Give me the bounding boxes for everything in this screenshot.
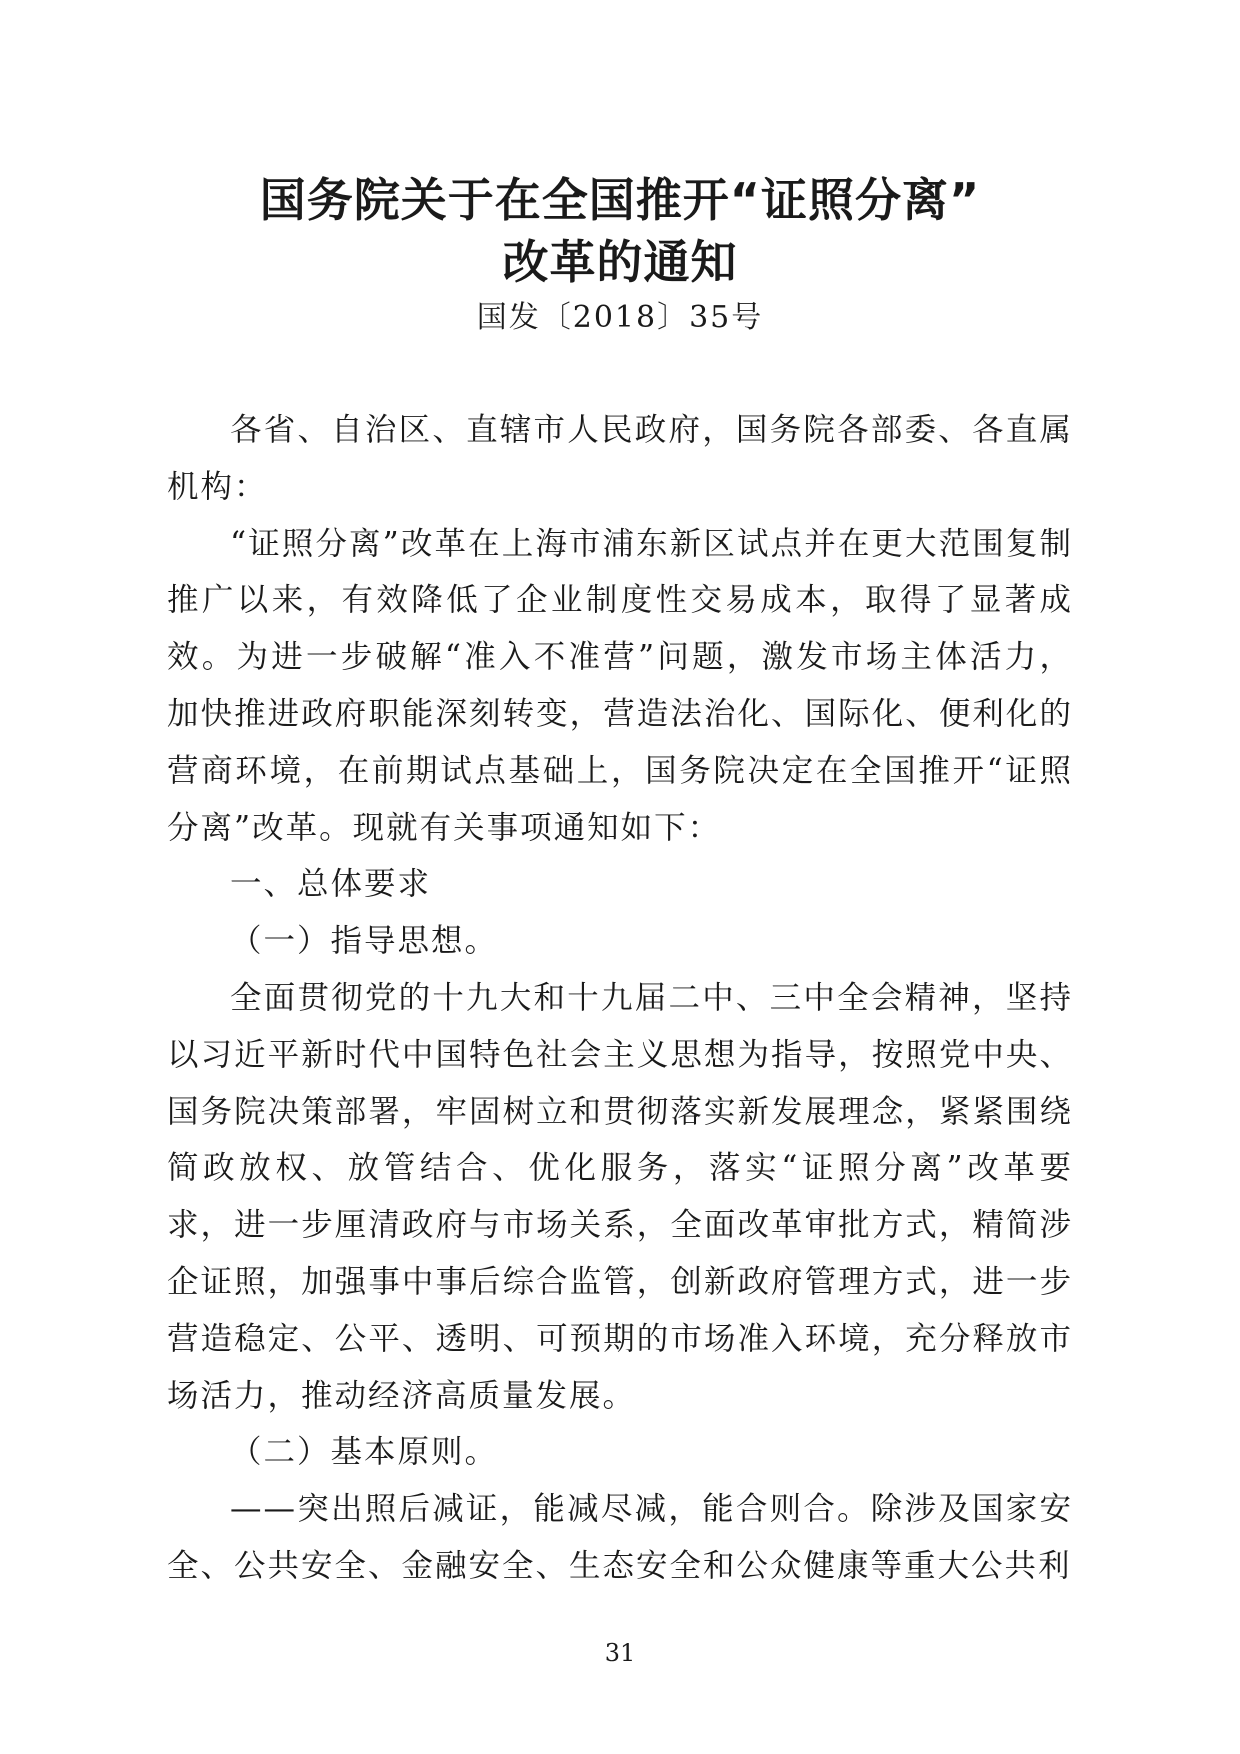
document-body [167,402,1073,1595]
principle-paragraph: ——突出照后减证，能减尽减，能合则合。除涉及国家安全、公共安全、金融安全、生态安全和公众健康等重大公共利 [167,1491,1073,1584]
page-number: 31 [604,1639,636,1667]
document-title-line-1: 国务院关于在全国推开“证照分离” [259,173,981,227]
salutation-paragraph: 各省、自治区、直辖市人民政府，国务院各部委、各直属机构： [167,412,1073,505]
document-title-line-2: 改革的通知 [502,235,738,289]
section-heading-1: 一、总体要求 [230,866,432,903]
subsection-heading-1: （一）指导思想。 [230,923,499,960]
subsection-heading-2: （二）基本原则。 [230,1434,499,1471]
document-number: 国发〔2018〕35号 [476,300,764,335]
guiding-thought-paragraph: 全面贯彻党的十九大和十九届二中、三中全会精神，坚持以习近平新时代中国特色社会主义思想为指导，按照党中央、国务院决策部署，牢固树立和贯彻落实新发展理念，紧紧围绕简政放权、放管结合、优化服务，落实“证照分离”改革要求，进一步厘清政府与市场关系，全面改革审批方式，精简涉企证照，加强事中事后综合监管，创新政府管理方式，进一步营造稳定、公平、透明、可预期的市场准入环境，充分释放市场活力，推动经济高质量发展。 [167,979,1073,1414]
intro-paragraph: “证照分离”改革在上海市浦东新区试点并在更大范围复制推广以来，有效降低了企业制度性交易成本，取得了显著成效。为进一步破解“准入不准营”问题，激发市场主体活力，加快推进政府职能深刻转变，营造法治化、国际化、便利化的营商环境，在前期试点基础上，国务院决定在全国推开“证照分离”改革。现就有关事项通知如下： [167,525,1073,846]
